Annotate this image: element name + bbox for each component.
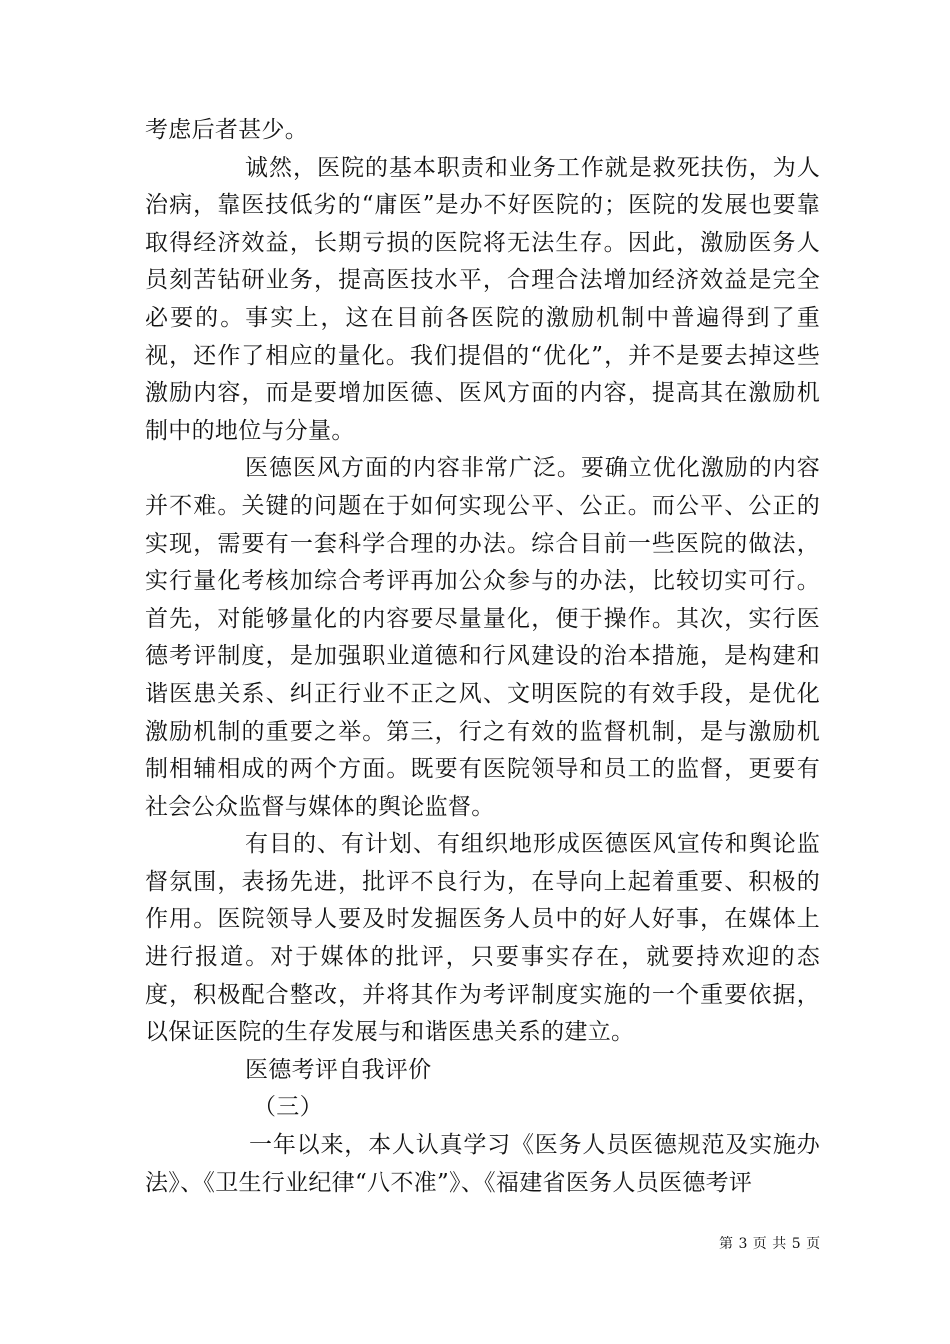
paragraph-self-evaluation: 一年以来，本人认真学习《医务人员医德规范及实施办法》、《卫生行业纪律“八不准”》、《福建省医务人员医德考评 — [145, 1132, 820, 1196]
page-number-footer: 第 3 页 共 5 页 — [719, 1236, 821, 1252]
section-title: 医德考评自我评价 — [245, 1056, 432, 1083]
paragraph-ethics-evaluation: 医德医风方面的内容非常广泛。要确立优化激励的内容并不难。关键的问题在于如何实现公平、公正。而公平、公正的实现，需要有一套科学合理的办法。综合目前一些医院的做法，实行量化考核加综合考评再加公众参与的办法，比较切实可行。首先，对能够量化的内容要尽量量化，便于操作。其次，实行医德考评制度，是加强职业道德和行风建设的治本措施，是构建和谐医患关系、纠正行业不正之风、文明医院的有效手段，是优化激励机制的重要之举。第三，行之有效的监督机制，是与激励机制相辅相成的两个方面。既要有医院领导和员工的监督，更要有社会公众监督与媒体的舆论监督。 — [145, 455, 820, 820]
paragraph-supervision: 有目的、有计划、有组织地形成医德医风宣传和舆论监督氛围，表扬先进，批评不良行为，在导向上起着重要、积极的作用。医院领导人要及时发掘医务人员中的好人好事，在媒体上进行报道。对于媒体的批评，只要事实存在，就要持欢迎的态度，积极配合整改，并将其作为考评制度实施的一个重要依据，以保证医院的生存发展与和谐医患关系的建立。 — [145, 831, 820, 1046]
paragraph-continuation: 考虑后者甚少。 — [145, 117, 309, 143]
section-number: （三） — [253, 1094, 323, 1121]
paragraph-medical-duties: 诚然，医院的基本职责和业务工作就是救死扶伤，为人治病，靠医技低劣的“庸医”是办不好医院的；医院的发展也要靠取得经济效益，长期亏损的医院将无法生存。因此，激励医务人员刻苦钻研业务，提高医技水平，合理合法增加经济效益是完全必要的。事实上，这在目前各医院的激励机制中普遍得到了重视，还作了相应的量化。我们提倡的“优化”，并不是要去掉这些激励内容，而是要增加医德、医风方面的内容，提高其在激励机制中的地位与分量。 — [145, 154, 820, 444]
document-body — [145, 112, 820, 1202]
